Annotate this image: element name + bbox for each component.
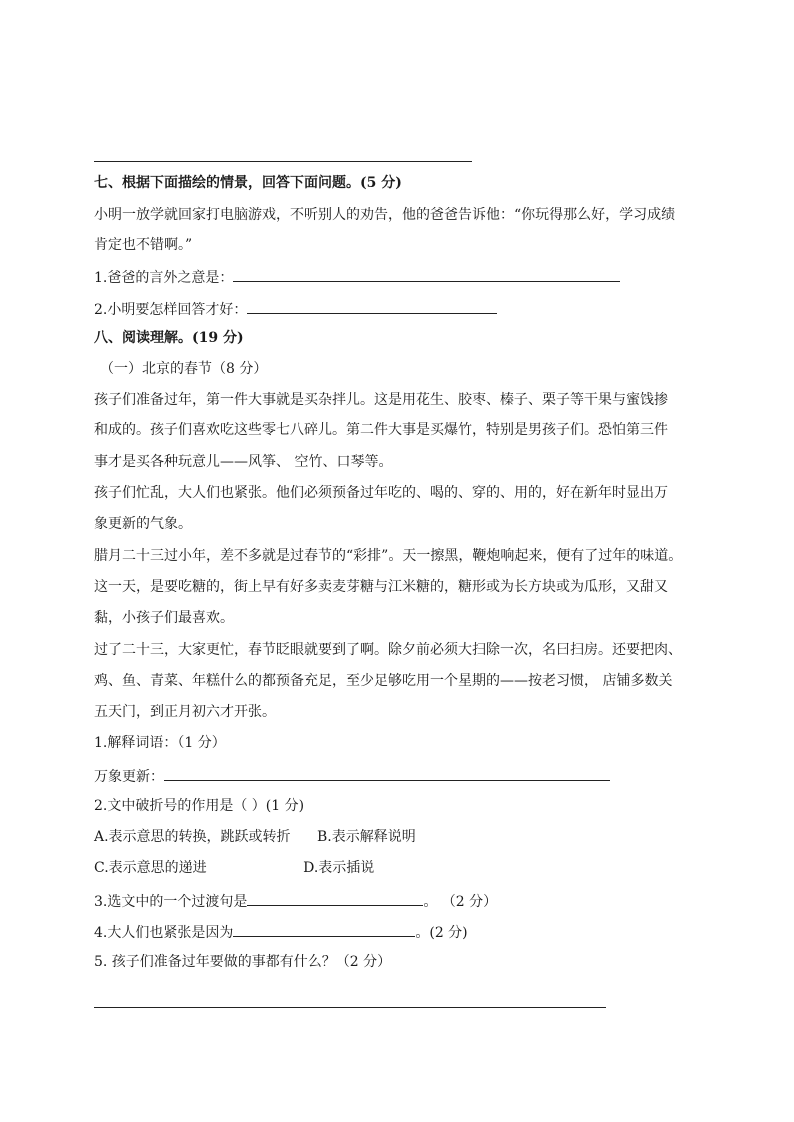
option-a[interactable]: A.表示意思的转换，跳跃或转折 [94,829,291,845]
question1-word [94,765,610,787]
section8-title: 八、阅读理解。(19 分) [94,330,244,346]
answer-line-q5[interactable] [94,1007,606,1008]
para3-line3: 黏，小孩子们最喜欢。 [94,610,234,626]
question2-options-ab [94,827,416,847]
answer-blank[interactable] [247,890,423,906]
question-text: 2.小明要怎样回答才好： [94,302,248,318]
question-text: 万象更新： [94,769,164,785]
question3 [94,890,497,912]
para2-line2: 象更新的气象。 [94,516,192,532]
question2-options-cd [94,858,374,878]
question5: 5. 孩子们准备过年要做的事都有什么？（2 分） [94,954,392,970]
section7-question1 [94,266,620,288]
question-text: 1.爸爸的言外之意是： [94,270,234,286]
answer-blank[interactable] [233,266,620,282]
section7-passage-line1: 小明一放学就回家打电脑游戏，不听别人的劝告，他的爸爸告诉他：“你玩得那么好，学习成绩 [94,207,676,223]
option-c[interactable]: C.表示意思的递进 [94,860,207,876]
answer-blank[interactable] [233,921,415,937]
section7-question2 [94,298,497,320]
para4-line1: 过了二十三，大家更忙，春节眨眼就要到了啊。除夕前必须大扫除一次，名曰扫房。还要把肉、 [94,642,682,658]
question-suffix: 。 （2 分） [423,894,498,910]
section7-passage-line2: 肯定也不错啊。” [94,237,193,253]
answer-line-top [94,161,472,162]
para3-line1: 腊月二十三过小年，差不多就是过春节的“彩排”。天一擦黑，鞭炮响起来，便有了过年的味道。 [94,548,683,564]
question1: 1.解释词语：（1 分） [94,735,226,751]
question2: 2.文中破折号的作用是（ ）(1 分) [94,798,305,814]
option-b[interactable]: B.表示解释说明 [317,829,416,845]
subsection-title: （一）北京的春节（8 分） [100,361,268,377]
para1-line2: 和成的。孩子们喜欢吃这些零七八碎儿。第二件大事是买爆竹，特别是男孩子们。恐怕第三件 [94,422,668,438]
question-suffix: 。(2 分) [415,925,468,941]
question-text: 4.大人们也紧张是因为 [94,925,234,941]
question-text: 3.选文中的一个过渡句是 [94,894,248,910]
para1-line3: 事才是买各种玩意儿——风筝、 空竹、口琴等。 [94,454,393,470]
answer-blank[interactable] [247,298,497,314]
para4-line3: 五天门，到正月初六才开张。 [94,704,276,720]
para4-line2: 鸡、鱼、青菜、年糕什么的都预备充足，至少足够吃用一个星期的——按老习惯， 店铺多数关 [94,673,673,689]
option-d[interactable]: D.表示插说 [303,860,375,876]
answer-blank[interactable] [164,765,610,781]
para3-line2: 这一天，是要吃糖的，街上早有好多卖麦芽糖与江米糖的，糖形或为长方块或为瓜形，又甜又 [94,579,668,595]
para2-line1: 孩子们忙乱，大人们也紧张。他们必须预备过年吃的、喝的、穿的、用的，好在新年时显出万 [94,485,668,501]
section7-title: 七、根据下面描绘的情景，回答下面问题。(5 分) [94,175,402,191]
para1-line1: 孩子们准备过年，第一件大事就是买杂拌儿。这是用花生、胶枣、榛子、栗子等干果与蜜饯掺 [94,392,668,408]
question4 [94,921,468,943]
